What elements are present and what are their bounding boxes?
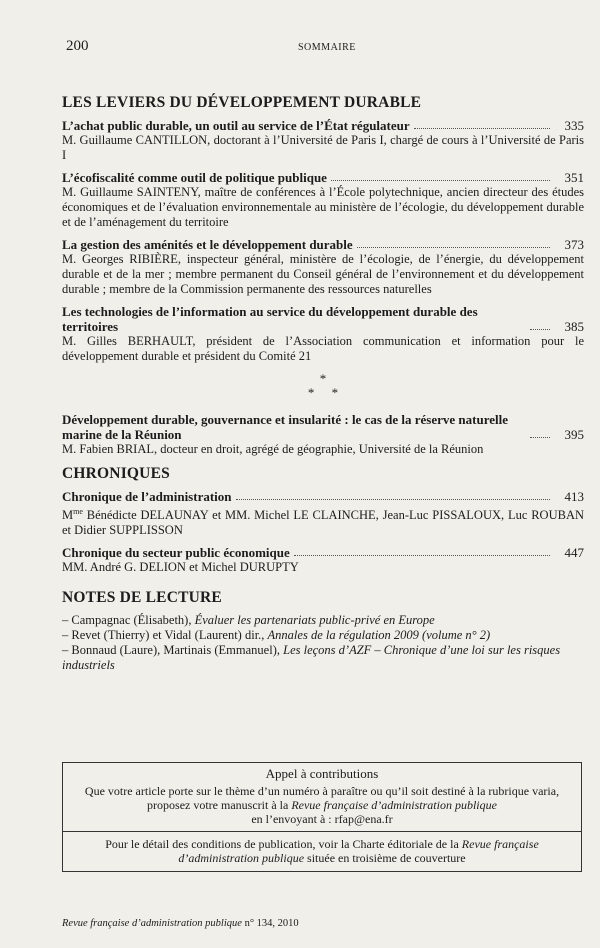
entry-page: 373 (564, 237, 584, 252)
entry-title: Chronique du secteur public économique (62, 545, 290, 561)
entry-title: Les technologies de l’information au service du développement durable des territoires (62, 304, 478, 334)
section-title: CHRONIQUES (62, 465, 170, 482)
entry-page: 335 (564, 118, 584, 133)
list-item: – Campagnac (Élisabeth), Évaluer les partenariats public-privé en Europe (62, 613, 435, 628)
entry-author: M. Georges RIBIÈRE, inspecteur général, ministère de l’écologie, de l’énergie, du développement durable et de la mer ; membre permanent du Conseil général de l’environnement et du développement durable ; membre de la Commission permanente des ressources naturelles (62, 252, 584, 296)
entry-page: 447 (564, 545, 584, 561)
section-title: LES LEVIERS DU DÉVELOPPEMENT DURABLE (62, 94, 422, 111)
entry-author: $M^{me}$ Bénédicte DELAUNAY et MM. Michel LE CLAINCHE, Jean-Luc PISSALOUX, Luc ROUBAN et Didier SUPPLISSON (62, 507, 584, 538)
entry-author: M. Guillaume SAINTENY, maître de conférences à l’École polytechnique, ancien directeur des études économiques et de l’évaluation environnementale au ministère de l’écologie, du développement durable et de l’aménagement du territoire (62, 185, 584, 229)
toc-entry (62, 412, 584, 457)
entry-title: La gestion des aménités et le développement durable (62, 237, 353, 252)
table-of-contents (62, 94, 584, 673)
entry-author: M. Fabien BRIAL, docteur en droit, agrégé de géographie, Université de la Réunion (62, 442, 484, 456)
toc-entry (62, 237, 584, 297)
entry-page: 385 (564, 319, 584, 334)
box-paragraph: Que votre article porte sur le thème d’un numéro à paraître ou qu’il soit destiné à la rubrique varia, proposez votre manuscrit à la Revue française d’administration publique en l’envoyant à : rfap@ena.fr (84, 784, 560, 826)
entry-author: M. Gilles BERHAULT, président de l’Association communication et information pour le développement durable et président du Comité 21 (62, 334, 584, 363)
section-title: NOTES DE LECTURE (62, 589, 222, 607)
entry-title: Chronique de l’administration (62, 489, 232, 504)
toc-entry (62, 304, 584, 364)
call-for-contributions-box (62, 762, 582, 872)
entry-author: M. Guillaume CANTILLON, doctorant à l’Université de Paris I, chargé de cours à l’Université de Paris I (62, 133, 584, 162)
entry-title: L’achat public durable, un outil au service de l’État régulateur (62, 118, 410, 133)
entry-title: L’écofiscalité comme outil de politique publique (62, 170, 327, 185)
toc-entry (62, 545, 584, 575)
toc-entry (62, 118, 584, 163)
box-paragraph: Pour le détail des conditions de publication, voir la Charte éditoriale de la Revue française d’administration publique située en troisième de couverture (105, 837, 539, 865)
toc-entry (62, 489, 584, 538)
entry-title: Développement durable, gouvernance et insularité : le cas de la réserve naturelle marine de la Réunion (62, 412, 509, 442)
entry-page: 413 (564, 489, 584, 504)
list-item: – Revet (Thierry) et Vidal (Laurent) dir., Annales de la régulation 2009 (volume n° 2) (62, 628, 491, 643)
separator-stars: * * * (307, 371, 339, 400)
entry-page: 395 (564, 427, 584, 442)
entry-page: 351 (564, 170, 584, 185)
toc-entry (62, 170, 584, 230)
running-title: SOMMAIRE (298, 42, 356, 53)
entry-author: MM. André G. DELION et Michel DURUPTY (62, 560, 299, 575)
footer: Revue française d’administration publique n° 134, 2010 (62, 918, 299, 929)
page-number: 200 (66, 38, 89, 54)
box-title: Appel à contributions (265, 766, 379, 781)
list-item: – Bonnaud (Laure), Martinais (Emmanuel), Les leçons d’AZF – Chronique d’une loi sur les risques industriels (62, 643, 561, 673)
